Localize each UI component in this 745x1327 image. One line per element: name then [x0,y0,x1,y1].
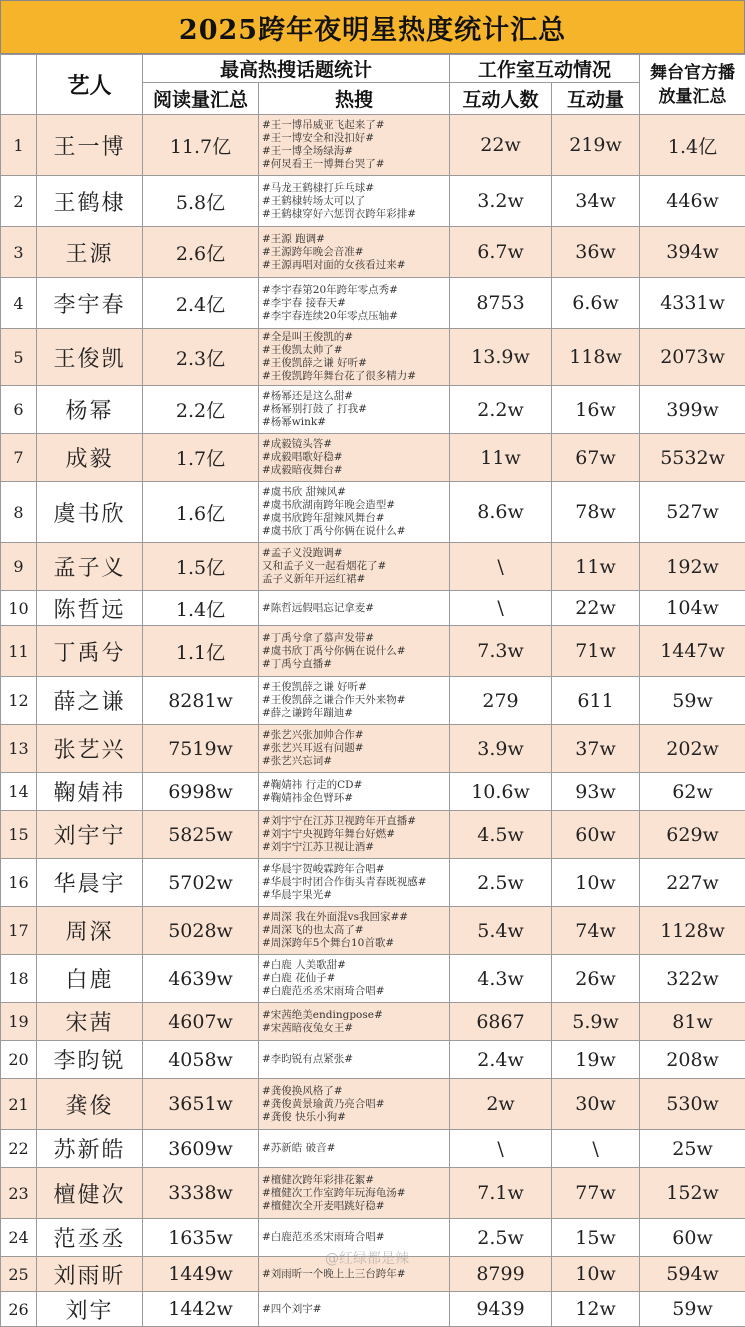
interact-people: 7.1w [450,1168,552,1219]
hot-search-tag: #李宇春 接春天# [262,297,449,310]
artist-name: 王鹤棣 [37,176,143,227]
row-index: 24 [1,1219,37,1257]
hot-search-tags [259,955,450,1003]
row-index: 17 [1,907,37,955]
row-index: 15 [1,811,37,859]
hot-search-tag: #龚俊换风格了# [262,1085,449,1098]
artist-name: 陈哲远 [37,591,143,626]
table-row [1,227,745,278]
row-index: 2 [1,176,37,227]
stage-views: 394w [640,227,745,278]
interact-people: 6.7w [450,227,552,278]
hot-search-tags [259,1041,450,1079]
hot-search-tag: #成毅暗夜舞台# [262,464,449,477]
interact-people: 279 [450,677,552,725]
stage-views: 208w [640,1041,745,1079]
artist-name: 范丞丞 [37,1219,143,1257]
interact-count: 118w [552,329,640,386]
artist-name: 张艺兴 [37,725,143,773]
hot-search-tag: #龚俊 快乐小狗# [262,1111,449,1124]
row-index: 12 [1,677,37,725]
interact-count: 10w [552,859,640,907]
row-index: 16 [1,859,37,907]
hot-search-tag: #李宇春连续20年零点压轴# [262,310,449,323]
hot-search-tags [259,278,450,329]
hot-search-tag: #丁禹兮拿了慕声发带# [262,632,449,645]
hot-search-tag: #王源再唱对面的女孩看过来# [262,259,449,272]
hot-search-tag: 又和孟子义一起看烟花了# [262,560,449,573]
interact-count: 26w [552,955,640,1003]
row-index: 8 [1,482,37,543]
hot-search-tags [259,677,450,725]
hot-search-tag: #杨幂还是这么甜# [262,390,449,403]
reads-total: 1635w [143,1219,259,1257]
stage-views: 1.4亿 [640,115,745,176]
row-index: 22 [1,1130,37,1168]
artist-name: 白鹿 [37,955,143,1003]
row-index: 18 [1,955,37,1003]
hot-search-tag: #虞书欣湖南跨年晚会造型# [262,499,449,512]
table-row [1,1292,745,1327]
artist-name: 丁禹兮 [37,626,143,677]
stage-views: 399w [640,386,745,434]
hot-search-tag: #王俊凯太帅了# [262,344,449,357]
reads-total: 3609w [143,1130,259,1168]
table-row [1,907,745,955]
hot-search-tag: #虞书欣跨年甜辣风舞台# [262,512,449,525]
stage-views: 1128w [640,907,745,955]
hot-search-tag: #张艺兴忘词# [262,755,449,768]
interact-people: \ [450,543,552,591]
stage-views: 5532w [640,434,745,482]
row-index: 1 [1,115,37,176]
artist-name: 刘雨昕 [37,1257,143,1292]
row-index: 7 [1,434,37,482]
hot-search-tags [259,482,450,543]
hot-search-tag: #檀健次跨年彩排花絮# [262,1174,449,1187]
stage-views: 4331w [640,278,745,329]
stage-views: 530w [640,1079,745,1130]
hot-search-tag: #张艺兴张加帅合作# [262,729,449,742]
interact-people: 8799 [450,1257,552,1292]
hot-search-tag: #周深飞的也太高了# [262,924,449,937]
reads-total: 5702w [143,859,259,907]
stage-views: 59w [640,1292,745,1327]
reads-total: 7519w [143,725,259,773]
interact-people: 6867 [450,1003,552,1041]
hot-search-tag: #王一博安全和没扣好# [262,132,449,145]
hot-search-tag: #成毅镜头答# [262,438,449,451]
row-index: 23 [1,1168,37,1219]
interact-people-header: 互动人数 [450,83,552,115]
hot-search-tag: #成毅唱歌好稳# [262,451,449,464]
reads-total: 1.1亿 [143,626,259,677]
row-index: 26 [1,1292,37,1327]
interact-people: 8753 [450,278,552,329]
interact-people: \ [450,591,552,626]
hot-search-tags [259,1003,450,1041]
hot-search-tags [259,773,450,811]
interact-people: 2w [450,1079,552,1130]
hot-search-tag: #王俊凯跨年舞台花了很多精力# [262,370,449,383]
interact-count: 16w [552,386,640,434]
watermark: @红绿都是辣 [325,1248,409,1268]
stage-views: 62w [640,773,745,811]
hot-search-tag: #薛之谦跨年蹦迪# [262,707,449,720]
stage-views: 594w [640,1257,745,1292]
interact-count: 37w [552,725,640,773]
hot-search-tag: #鞠婧祎金色臂环# [262,792,449,805]
interact-count: 12w [552,1292,640,1327]
artist-name: 李宇春 [37,278,143,329]
interact-people: 9439 [450,1292,552,1327]
stage-views: 1447w [640,626,745,677]
table-row [1,386,745,434]
hot-search-tag: #丁禹兮直播# [262,658,449,671]
interact-count: 74w [552,907,640,955]
interact-count: 6.6w [552,278,640,329]
artist-name: 李昀锐 [37,1041,143,1079]
hot-search-tag: #刘宇宁在江苏卫视跨年开直播# [262,815,449,828]
interact-count: 77w [552,1168,640,1219]
hot-search-tag: #王一博全场绿海# [262,145,449,158]
reads-total: 4639w [143,955,259,1003]
row-index: 6 [1,386,37,434]
interact-people: 2.4w [450,1041,552,1079]
hot-search-tag: #王俊凯薛之谦合作天外来物# [262,694,449,707]
reads-total: 11.7亿 [143,115,259,176]
artist-name: 宋茜 [37,1003,143,1041]
hot-search-tag: #檀健次工作室跨年玩海龟汤# [262,1187,449,1200]
hot-search-tag: #王一博吊威亚飞起来了# [262,119,449,132]
hot-search-tags [259,725,450,773]
interact-people: 13.9w [450,329,552,386]
hot-search-tags [259,329,450,386]
hot-search-tags [259,591,450,626]
hot-search-tag: #虞书欣丁禹兮你俩在说什么# [262,645,449,658]
interact-count: 78w [552,482,640,543]
hot-search-tag: #白鹿范丞丞宋雨琦合唱# [262,1231,449,1244]
hot-search-tag: #周深 我在外面混vs我回家## [262,911,449,924]
table-row [1,1003,745,1041]
table-row [1,482,745,543]
reads-total: 1442w [143,1292,259,1327]
interact-people: 22w [450,115,552,176]
interact-people: 2.5w [450,1219,552,1257]
hot-search-tags [259,115,450,176]
table-row [1,1168,745,1219]
stage-views: 152w [640,1168,745,1219]
interact-count: 10w [552,1257,640,1292]
reads-total: 2.2亿 [143,386,259,434]
reads-total: 5028w [143,907,259,955]
hot-search-tags [259,1292,450,1327]
interact-people: 4.3w [450,955,552,1003]
reads-total: 4058w [143,1041,259,1079]
interact-people: 3.9w [450,725,552,773]
stage-views: 202w [640,725,745,773]
artist-name: 薛之谦 [37,677,143,725]
interact-people: 7.3w [450,626,552,677]
stage-views-header: 舞台官方播放量汇总 [640,55,745,115]
table-row [1,811,745,859]
interact-people: \ [450,1130,552,1168]
row-index: 19 [1,1003,37,1041]
hot-search-tag: #虞书欣丁禹兮你俩在说什么# [262,525,449,538]
reads-total: 3338w [143,1168,259,1219]
studio-group-header: 工作室互动情况 [450,55,640,83]
row-index: 3 [1,227,37,278]
interact-count-header: 互动量 [552,83,640,115]
reads-total: 3651w [143,1079,259,1130]
row-index: 9 [1,543,37,591]
hot-search-tag: #华晨宇时团合作街头青春既视感# [262,876,449,889]
hot-search-tag: #王俊凯薛之谦 好听# [262,357,449,370]
reads-total: 4607w [143,1003,259,1041]
reads-total: 1.6亿 [143,482,259,543]
stage-views: 446w [640,176,745,227]
artist-name: 鞠婧祎 [37,773,143,811]
hot-search-tag: #周深跨年5个舞台10首歌# [262,937,449,950]
table-row [1,1130,745,1168]
stage-views: 60w [640,1219,745,1257]
hot-search-tags [259,626,450,677]
row-index: 11 [1,626,37,677]
interact-count: \ [552,1130,640,1168]
hot-search-tag: #苏新皓 破音# [262,1142,449,1155]
interact-count: 36w [552,227,640,278]
hot-search-tag: #龚俊黄景瑜黄乃亮合唱# [262,1098,449,1111]
index-header [1,55,37,115]
artist-name: 王一博 [37,115,143,176]
table-row [1,725,745,773]
interact-people: 4.5w [450,811,552,859]
stage-views: 104w [640,591,745,626]
table-row [1,591,745,626]
interact-count: 67w [552,434,640,482]
stats-table [0,54,745,1327]
interact-count: 611 [552,677,640,725]
hot-search-tags [259,434,450,482]
table-row [1,626,745,677]
interact-people: 3.2w [450,176,552,227]
reads-total: 1.7亿 [143,434,259,482]
hot-search-tag: #杨幂wink# [262,416,449,429]
reads-total: 6998w [143,773,259,811]
interact-count: 22w [552,591,640,626]
artist-name: 华晨宇 [37,859,143,907]
stage-views: 2073w [640,329,745,386]
table-row [1,176,745,227]
hot-search-tags [259,811,450,859]
interact-count: 15w [552,1219,640,1257]
reads-total: 2.6亿 [143,227,259,278]
hot-search-tag: #王源跨年晚会音准# [262,246,449,259]
table-row [1,1041,745,1079]
hot-search-tag: #全是叫王俊凯的# [262,331,449,344]
artist-header: 艺人 [37,55,143,115]
table-row [1,955,745,1003]
reads-total: 2.3亿 [143,329,259,386]
interact-people: 2.2w [450,386,552,434]
hot-search-tags [259,227,450,278]
hot-search-tag: #王俊凯薛之谦 好听# [262,681,449,694]
reads-total: 1.5亿 [143,543,259,591]
reads-total: 5.8亿 [143,176,259,227]
reads-total: 5825w [143,811,259,859]
interact-people: 11w [450,434,552,482]
artist-name: 周深 [37,907,143,955]
artist-name: 刘宇宁 [37,811,143,859]
hot-search-tags [259,386,450,434]
stage-views: 227w [640,859,745,907]
hot-search-tags [259,907,450,955]
table-row [1,1079,745,1130]
hot-search-tag: #王鹤棣穿好六惩罚衣跨年彩排# [262,208,449,221]
interact-count: 93w [552,773,640,811]
table-row [1,543,745,591]
table-row [1,859,745,907]
interact-count: 11w [552,543,640,591]
hot-search-tags [259,1079,450,1130]
reads-total: 1.4亿 [143,591,259,626]
hot-search-tag: #四个刘宇# [262,1303,449,1316]
row-index: 14 [1,773,37,811]
hot-search-tag: #杨幂别打鼓了 打我# [262,403,449,416]
artist-name: 王俊凯 [37,329,143,386]
hot-search-tag: #陈哲远假唱忘记拿麦# [262,602,449,615]
hot-search-tag: 孟子义新年开运红裙# [262,573,449,586]
artist-name: 龚俊 [37,1079,143,1130]
artist-name: 刘宇 [37,1292,143,1327]
hot-search-tags [259,859,450,907]
row-index: 5 [1,329,37,386]
hot-search-tags [259,176,450,227]
hot-search-tag: #鞠婧祎 行走的CD# [262,779,449,792]
hot-search-tag: #华晨宇贺峻霖跨年合唱# [262,863,449,876]
hot-search-tag: #李昀锐有点紧张# [262,1053,449,1066]
interact-people: 5.4w [450,907,552,955]
hot-search-tags [259,1168,450,1219]
table-row [1,278,745,329]
hot-search-tag: #王鹤棣转场太可以了 [262,195,449,208]
stage-views: 192w [640,543,745,591]
stage-views: 25w [640,1130,745,1168]
hot-search-tag: #华晨宇果光# [262,889,449,902]
reads-total: 8281w [143,677,259,725]
reads-total: 2.4亿 [143,278,259,329]
row-index: 21 [1,1079,37,1130]
hot-search-tag: #白鹿范丞丞宋雨琦合唱# [262,985,449,998]
hot-search-tag: #何炅看王一博舞台哭了# [262,158,449,171]
row-index: 25 [1,1257,37,1292]
hot-search-tag: #张艺兴耳返有问题# [262,742,449,755]
row-index: 13 [1,725,37,773]
artist-name: 孟子义 [37,543,143,591]
hot-search-tag: #马龙王鹤棣打乒乓球# [262,182,449,195]
hot-search-tag: #孟子义没跑调# [262,547,449,560]
hot-search-tags [259,1130,450,1168]
reads-total: 1449w [143,1257,259,1292]
interact-people: 10.6w [450,773,552,811]
interact-people: 2.5w [450,859,552,907]
interact-count: 219w [552,115,640,176]
hot-search-tags [259,543,450,591]
hot-search-tag: #檀健次全开麦唱跳好稳# [262,1200,449,1213]
interact-count: 19w [552,1041,640,1079]
table-body [1,115,745,1327]
hot-search-tag: #宋茜绝美endingpose# [262,1009,449,1022]
stage-views: 527w [640,482,745,543]
table-row [1,329,745,386]
hot-search-tag: #刘宇宁江苏卫视让酒# [262,841,449,854]
hot-search-tag: #王源 跑调# [262,233,449,246]
interact-count: 5.9w [552,1003,640,1041]
row-index: 10 [1,591,37,626]
hot-search-group-header: 最高热搜话题统计 [143,55,450,83]
hot-search-tag: #虞书欣 甜辣风# [262,486,449,499]
artist-name: 王源 [37,227,143,278]
interact-count: 60w [552,811,640,859]
interact-count: 34w [552,176,640,227]
stage-views: 629w [640,811,745,859]
interact-people: 8.6w [450,482,552,543]
interact-count: 71w [552,626,640,677]
artist-name: 虞书欣 [37,482,143,543]
hot-search-tag: #刘雨昕一个晚上上三台跨年# [262,1268,449,1281]
artist-name: 檀健次 [37,1168,143,1219]
table-row [1,677,745,725]
hot-search-tag: #白鹿 花仙子# [262,972,449,985]
hot-search-tag: #刘宇宁央视跨年舞台好燃# [262,828,449,841]
row-index: 20 [1,1041,37,1079]
interact-count: 30w [552,1079,640,1130]
table-row [1,115,745,176]
row-index: 4 [1,278,37,329]
artist-name: 成毅 [37,434,143,482]
hot-search-tag: #李宇春第20年跨年零点秀# [262,284,449,297]
hot-search-header: 热搜 [259,83,450,115]
table-row [1,773,745,811]
stage-views: 59w [640,677,745,725]
hot-search-tag: #宋茜暗夜兔女王# [262,1022,449,1035]
reads-total-header: 阅读量汇总 [143,83,259,115]
hot-search-tag: #白鹿 人美歌甜# [262,959,449,972]
artist-name: 杨幂 [37,386,143,434]
stage-views: 81w [640,1003,745,1041]
table-title: 2025跨年夜明星热度统计汇总 [0,0,745,54]
stage-views: 322w [640,955,745,1003]
table-row [1,434,745,482]
artist-name: 苏新皓 [37,1130,143,1168]
